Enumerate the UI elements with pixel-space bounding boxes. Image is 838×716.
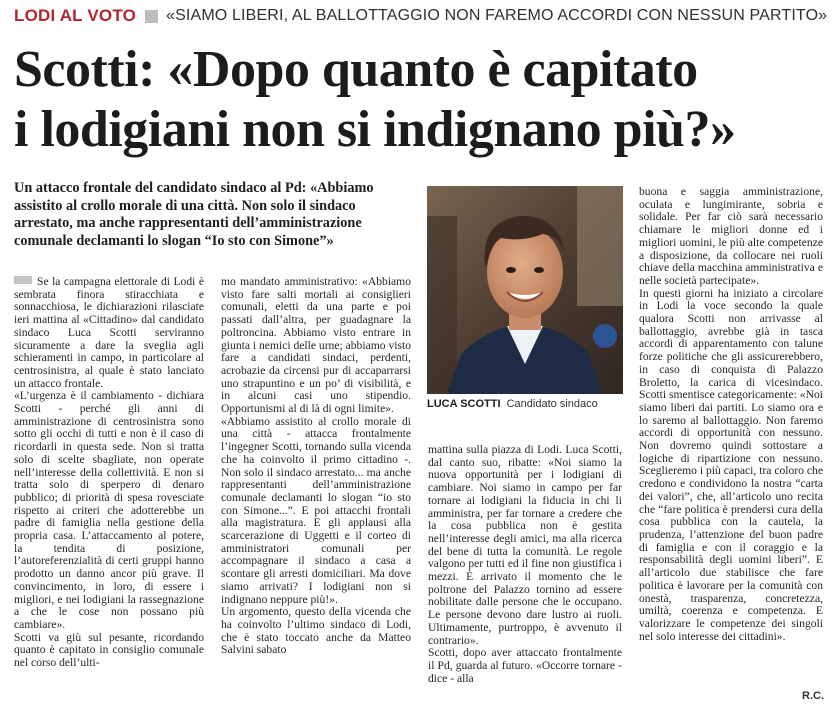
kicker-quote: «SIAMO LIBERI, AL BALLOTTAGGIO NON FAREMO ACCORDI CON NESSUN PARTITO» — [166, 7, 828, 24]
body-column-2 — [221, 276, 411, 657]
caption-name: LUCA SCOTTI — [427, 398, 501, 410]
paragraph: «Abbiamo assistito al crollo morale di una città - attacca frontalmente l’ingegner Scotti, tornando sulla vicenda che ha coinvolto il primo cittadino -. Non solo il sindaco arrestato... ma anche rappresentanti dell’amministrazione comunale declamanti lo slogan “io sto con Simone...”. E poi attacchi frontali alla magistratura. E gli applausi alla scarcerazione di Uggetti e il corteo di amministratori comunali per accompagnare il sindaco a casa a scontare gli arresti domiciliari. Ma dove siamo arrivati? I lodigiani non si indignano neppure più!». — [221, 414, 411, 606]
lead-square-icon — [14, 276, 32, 284]
caption-role: Candidato sindaco — [506, 398, 598, 410]
paragraph: Un argomento, questo della vicenda che ha coinvolto l’ultimo sindaco di Lodi, che è stato toccato anche da Matteo Salvini sabato — [221, 605, 411, 657]
photo-caption — [427, 398, 623, 410]
subheadline: Un attacco frontale del candidato sindaco al Pd: «Abbiamo assistito al crollo morale di una città. Non solo il sindaco arrestato, ma anche rappresentanti dell’amministrazione comunale declamanti lo slogan “Io sto con Simone”» — [14, 180, 374, 249]
body-column-1 — [14, 276, 204, 670]
body-column-4 — [639, 186, 823, 643]
author-signature: R.C. — [802, 690, 824, 702]
headline-line-1: Scotti: «Dopo quanto è capitato — [14, 41, 698, 98]
separator-square-icon — [145, 10, 158, 23]
body-column-3 — [428, 444, 622, 685]
paragraph: Scotti va giù sul pesante, ricordando quanto è capitato in consiglio comunale nel corso dell’ulti- — [14, 630, 204, 670]
paragraph: «L’urgenza è il cambiamento - dichiara Scotti - perché gli anni di amministrazione di centrosinistra sono sotto gli occhi di tutti e non è il caso di ricordarli in questa sede. Non si tratta solo di scelte sbagliate, non operate nell’interesse della collettività. E non si tratta solo di sperpero di denaro pubblico; di priorità di spesa rovesciate rispetto ai criteri che adotterebbe un padre di famiglia nella gestione della propria casa. L’attaccamento al potere, la tendita di posizione, l’autoreferenzialità di certi gruppi hanno prodotto un danno ancor più grave. Il convincimento, in loro, di essere i migliori, e nei lodigiani la rassegnazione a che le cose non possano più cambiare». — [14, 389, 204, 631]
section-label: LODI AL VOTO — [14, 6, 137, 25]
paragraph: buona e saggia amministrazione, oculata e lungimirante, sobria e solidale. Per far ciò sarà necessario chiamare le migliori donne ed i migliori uomini, le più alte competenze a disposizione, da collocare nei ruoli chiave della macchina amministrativa e nelle società partecipate». — [639, 185, 823, 287]
paragraph: Scotti, dopo aver attaccato frontalmente il Pd, guarda al futuro. «Occorre tornare - dice - alla — [428, 646, 622, 685]
paragraph-text: Se la campagna elettorale di Lodi è sembrata finora stiracchiata e sonnacchiosa, le dichiarazioni rilasciate ieri mattina al «Cittadino» dal candidato sindaco Luca Scotti serviranno sicuramente a dare la sveglia agli schieramenti in campo, in particolare al centrosinistra, al quale è stato lanciato un attacco frontale. — [14, 275, 204, 390]
paragraph: mo mandato amministrativo: «Abbiamo visto fare salti mortali ai consiglieri comunali, eletti da una parte e poi passati dall’altra, per guadagnare la poltroncina. Abbiamo visto entrare in giunta i nemici delle urne; abbiamo visto fare a candidati sindaci, perdenti, acrobazie da circensi pur di accaparrarsi uno strapuntino e un po’ di visibilità, e in alcuni casi uno stipendio. Opportunismi al di là di ogni limite». — [221, 275, 411, 416]
paragraph: In questi giorni ha iniziato a circolare in Lodi la voce secondo la quale qualora Scotti non arrivasse al ballottaggio, avrebbe già in tasca accordi di apparentamento con talune forze politiche che gli assicurerebbero, in caso di conquista di Palazzo Broletto, la carica di vicesindaco. Scotti smentisce categoricamente: «Noi siamo liberi dai partiti. Lo siamo ora e lo saremo al ballottaggio. Non faremo accordi di opportunità con nessuno. Non dovremo quindi sottostare a logiche di ripartizione con nessuno. Sceglieremo i più capaci, tra coloro che credono e condividono la nostra “carta dei valori”, che, all’articolo uno recita che “fare politica è prendersi cura della cosa pubblica con la cautela, la prudenza, l’attenzione del buon padre di famiglia e con il coraggio e la responsabilità degli uomini liberi”. E all’articolo due stabilisce che fare politica è lavorare per la comunità con onestà, trasparenza, concretezza, umiltà, coerenza e competenza. E valorizzare le competenze dei singoli nel solo interesse dei cittadini». — [639, 286, 823, 643]
kicker — [14, 4, 827, 28]
paragraph: mattina sulla piazza di Lodi. Luca Scotti, dal canto suo, ribatte: «Noi siamo la nuova opportunità per i lodigiani di cambiare. Noi siamo in campo per far tornare ai lodigiani la fiducia in chi li amministra, per far tornare a credere che la cosa pubblica non è gestita nell’interesse degli amici, ma alla ricerca del bene di tutta la comunità. Le regole valgono per tutti ed il fine non giustifica i mezzi. È arrivato il momento che le poltrone del Palazzo tornino ad essere nobilitate dalle persone che le occupano. Le persone devono dare lustro ai ruoli. Ultimamente, purtroppo, è avvenuto il contrario». — [428, 443, 622, 647]
candidate-photo — [427, 186, 623, 394]
headline — [14, 40, 834, 160]
headline-line-2: i lodigiani non si indignano più?» — [14, 101, 736, 158]
lead-paragraph — [14, 276, 204, 390]
